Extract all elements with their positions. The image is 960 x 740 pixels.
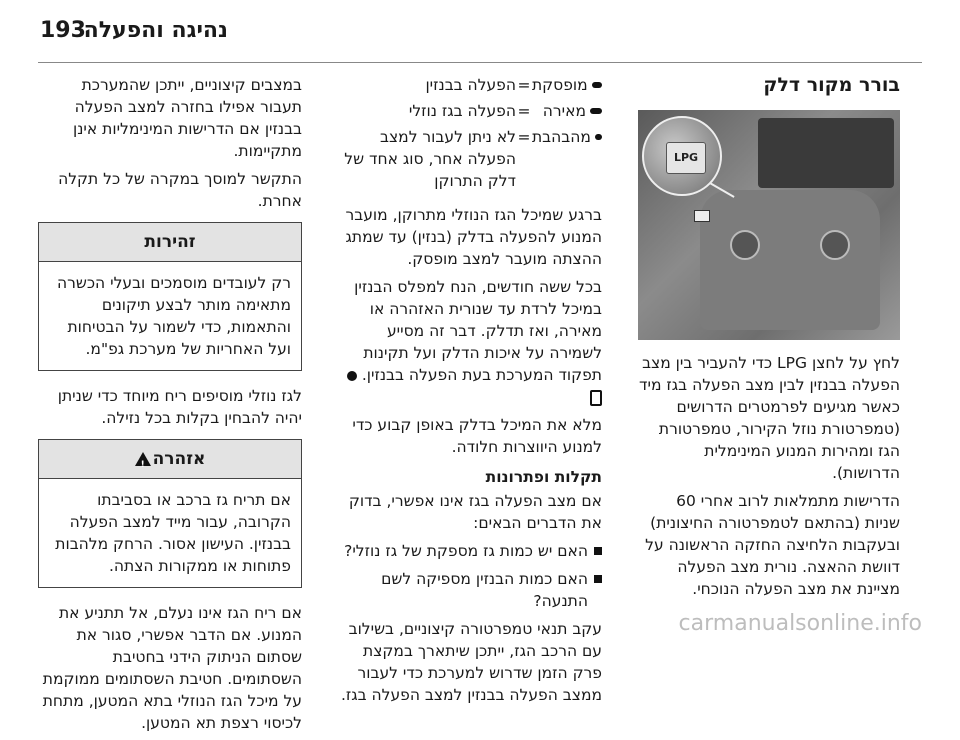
section-heading: בורר מקור דלק (763, 74, 900, 96)
legend-eq: = (517, 76, 531, 94)
paragraph: במצבים קיצוניים, ייתכן שהמערכת תעבור אפילו בחזרה למצב הפעלה בבנזין אם הדרישות המינימליות אינן מתקיימות. (73, 76, 302, 160)
indicator-icon (595, 134, 602, 140)
watermark: carmanualsonline.info (678, 611, 922, 636)
knob-icon (730, 230, 760, 260)
center-console (700, 190, 880, 330)
paragraph: הדרישות מתמלאות לרוב אחרי 60 שניות (בהתאם לטמפרטורה החיצונית) ובעקבות הלחיצה החזקה הראשונה על דוושת ההאצה. נורית מצב הפעלה מציינת את מצב הפעלה הנוכחי. (645, 492, 900, 598)
paragraph: התקשר למוסך במקרה של כל תקלה אחרת. (58, 170, 302, 210)
paragraph: לחץ על לחצן LPG כדי להעביר בין מצב הפעלה בבנזין לבין מצב הפעלה בגז מיד כאשר מגיעים לפרמטרים הדרושים (טמפרטורת נוזל הקירור, טמפרטורת הגז ומהירות המנוע המינימלית הדרושות). (639, 354, 900, 482)
subheading: תקלות ופתרונות (485, 468, 602, 486)
legend-term: מאירה (542, 102, 586, 120)
paragraph: אם ריח הגז אינו נעלם, אל תתניע את המנוע. אם הדבר אפשרי, סגור את שסתום הניתוק הידני בחטיבת השסתומים. חטיבת השסתומים ממוקמת על מיכל הגז הנוזלי בתא המטען, מתחת לכיסוי רצפת תא המטען. (42, 604, 302, 732)
knob-icon (820, 230, 850, 260)
magnified-inset (642, 116, 722, 196)
bullet-icon (594, 575, 602, 583)
legend-term: מהבהבת (532, 128, 591, 146)
list-item: האם יש כמות גז מספקת של גז נוזלי? (336, 540, 602, 562)
legend-def: לא ניתן לעבור למצב הפעלה אחר, סוג אחד של דלק התרוקן (344, 128, 516, 190)
left-column (38, 74, 302, 740)
paragraph: לגז נוזלי מוסיפים ריח מיוחד כדי שניתן יהיה להבחין בקלות בכל נזילה. (57, 387, 302, 427)
warning-triangle-icon (135, 452, 151, 466)
legend-def: הפעלה בגז נוזלי (408, 102, 516, 120)
running-title: נהיגה והפעלה (83, 18, 228, 43)
caution-box (38, 222, 302, 371)
legend-term: מופסקת (532, 76, 588, 94)
middle-column (336, 74, 602, 712)
warning-box (38, 439, 302, 588)
paragraph: אם מצב הפעלה בגז אינו אפשרי, בדוק את הדברים הבאים: (348, 492, 602, 532)
paragraph: בכל ששה חודשים, הנח למפלס הבנזין במיכל לרדת עד שנורית האזהרה או מאירה, ואז תדלק. דבר זה מסייע לשמירה על איכות הדלק ועל תקינות תפקוד המערכת בעת הפעלה בבנזין. (336, 276, 602, 408)
paragraph: עקב תנאי טמפרטורה קיצוניים, בשילוב עם הרכב הגז, ייתכן שיתארך במקצת פרק הזמן שדרוש למערכת כדי לעבור ממצב הפעלה בבנזין למצב הפעלה בגז. (340, 620, 602, 704)
lpg-button-icon: LPG (666, 142, 706, 174)
legend-row (336, 74, 602, 96)
fuel-light-icon (590, 390, 602, 406)
legend-eq: = (517, 128, 531, 146)
indicator-icon (592, 82, 602, 88)
legend-def: הפעלה בבנזין (425, 76, 516, 94)
infotainment-screen (758, 118, 894, 188)
dashboard-photo (638, 110, 900, 340)
legend-eq: = (517, 102, 531, 120)
right-column (638, 74, 900, 606)
legend-row (336, 100, 602, 122)
warning-body: אם תריח גז ברכב או בסביבתו הקרובה, עבור מייד למצב הפעלה בבנזין. העישון אסור. הרחק מלהבות פתוחות או ממקורות הצתה. (55, 491, 291, 575)
paragraph: ברגע שמיכל הגז הנוזלי מתרוקן, מועבר המנוע להפעלה בדלק (בנזין) עד שמתג ההצתה מועבר למצב מופסק. (345, 206, 602, 268)
warning-heading: אזהרה! (39, 440, 301, 479)
caution-heading: זהירות (39, 223, 301, 262)
header-rule (38, 62, 922, 63)
bullet-icon (594, 547, 602, 555)
legend-row (336, 126, 602, 192)
page-number: 193 (40, 18, 86, 43)
list-item: האם כמות הבנזין מספיקה לשם התנעה? (336, 568, 602, 612)
indicator-icon (590, 108, 602, 114)
warning-light-icon (347, 371, 357, 381)
caution-body: רק לעובדים מוסמכים ובעלי הכשרה מתאימה מותר לבצע תיקונים והתאמות, כדי לשמור על הבטיחות ועל האחריות של מערכת גפ"מ. (57, 274, 291, 358)
lpg-button-location (694, 210, 710, 222)
paragraph: מלא את המיכל בדלק באופן קבוע כדי למנוע היווצרות חלודה. (352, 416, 602, 456)
